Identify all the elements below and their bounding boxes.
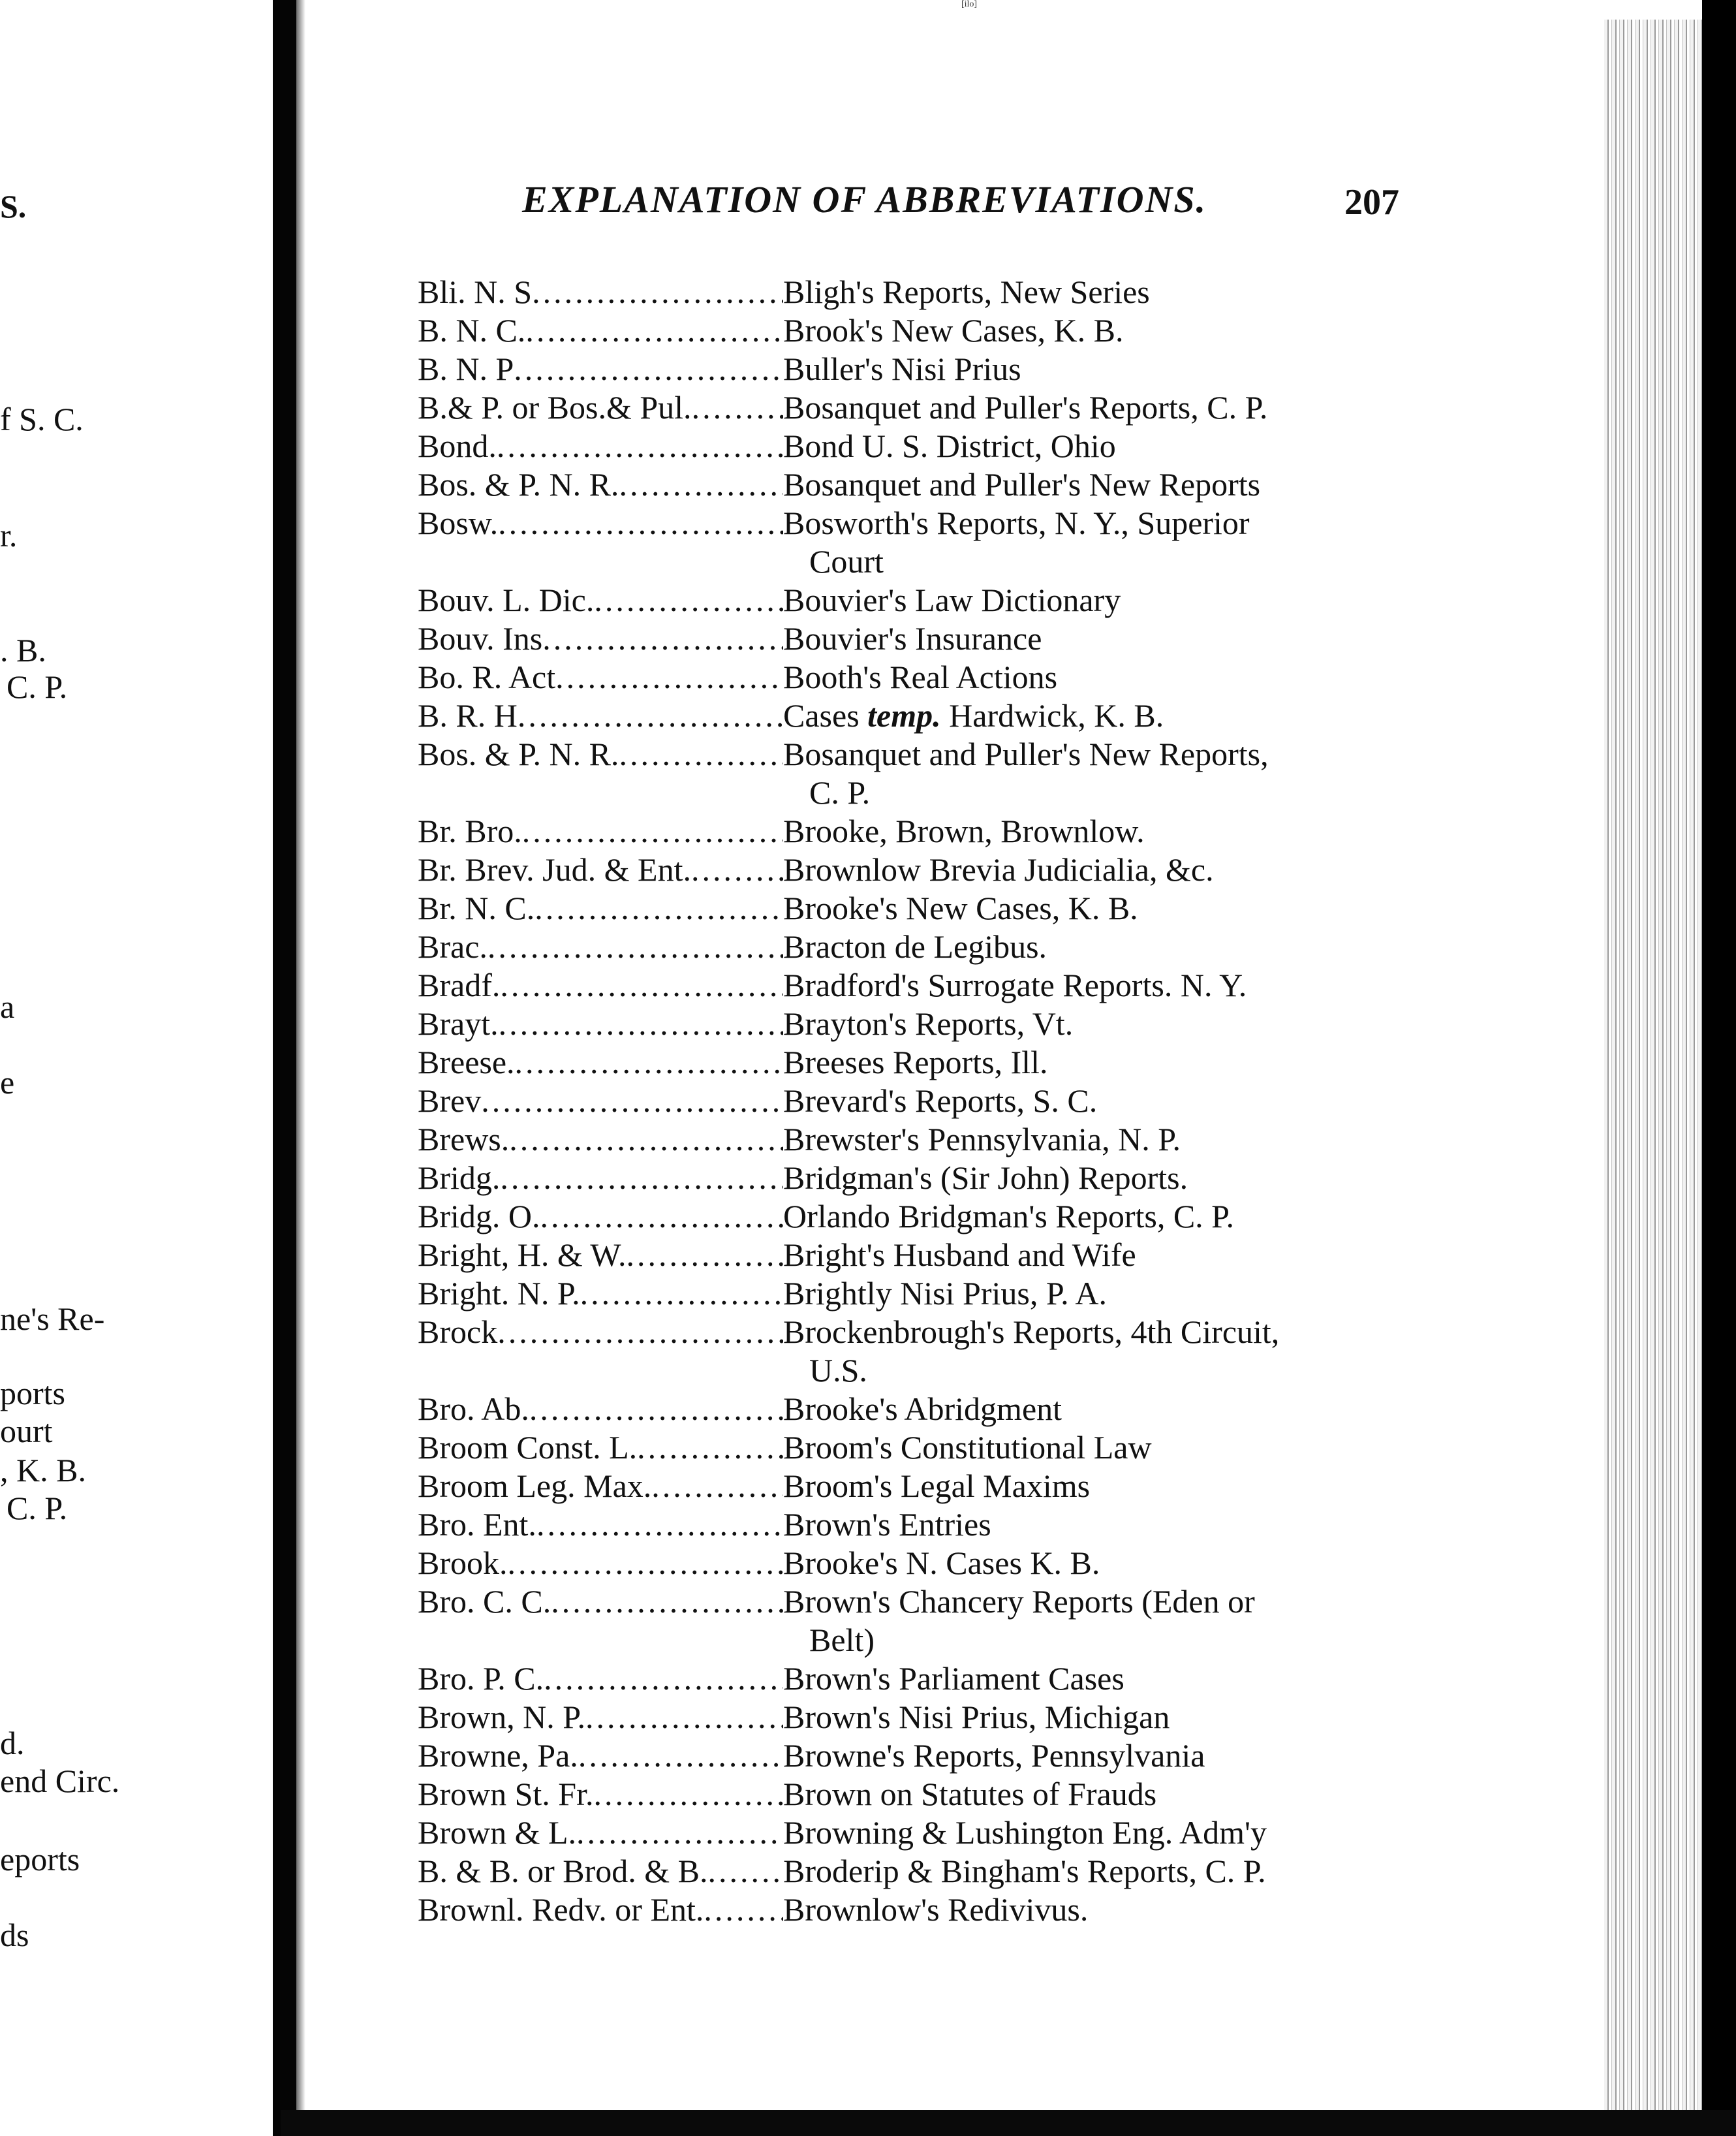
abbreviation-entry [418,504,1436,542]
dot-leader [488,928,783,966]
dot-leader [580,1274,783,1313]
abbreviation: Breese. [418,1044,515,1080]
abbreviation-entry [418,1197,1436,1236]
top-margin-mark: [ilo] [961,0,978,9]
abbreviation-entry [418,1814,1436,1852]
dot-leader [707,1852,783,1891]
abbreviation-meaning: Broom's Constitutional Law [783,1429,1152,1466]
meaning-text: Cases [783,697,868,734]
abbreviation-entry [418,1698,1436,1736]
abbreviation-entry [418,273,1436,311]
dot-leader [691,851,783,889]
abbreviation: Bos. & P. N. R. [418,736,619,772]
dot-leader [692,388,783,427]
facing-page-text: S. [0,188,27,225]
abbreviation-meaning: Bracton de Legibus. [783,928,1047,965]
abbreviation: Brac. [418,928,488,965]
abbreviation-meaning: Brownlow's Redivivus. [783,1891,1089,1928]
abbreviation-meaning: Brockenbrough's Reports, 4th Circuit, [783,1313,1280,1350]
meaning-italic: temp. [867,697,941,734]
dot-leader [508,1544,784,1582]
dot-leader [594,581,783,620]
abbreviation: Brown & L. [418,1814,577,1851]
abbreviation-meaning: Bosanquet and Puller's New Reports, [783,736,1269,772]
abbreviation-entry [418,889,1436,928]
abbreviation: Brayt. [418,1005,499,1042]
meaning-text: Hardwick, K. B. [940,697,1164,734]
dot-leader [525,311,783,350]
abbreviation-meaning: Brevard's Reports, S. C. [783,1082,1098,1119]
scan-border-right [1702,0,1736,2136]
abbreviation-meaning: Bright's Husband and Wife [783,1236,1136,1273]
dot-leader [704,1891,783,1929]
abbreviation: Bridg. [418,1159,501,1196]
dot-leader [542,620,783,658]
abbreviation-meaning: Bosanquet and Puller's New Reports [783,466,1261,503]
page-number: 207 [1344,182,1399,223]
dot-leader [585,1698,783,1736]
abbreviation: Bradf. [418,967,501,1003]
abbreviation-entry [418,620,1436,658]
facing-page-fragment [0,0,261,2136]
abbreviation-entry [418,1082,1436,1120]
dot-leader [576,1814,783,1852]
abbreviation: Bo. R. Act [418,659,556,695]
abbreviation-entry [418,1505,1436,1544]
abbreviation: Br. Bro. [418,813,522,849]
facing-page-text: ports [0,1375,65,1411]
facing-page-text: end Circ. [0,1763,120,1799]
abbreviation-meaning: Brooke's N. Cases K. B. [783,1545,1100,1581]
dot-leader [637,1428,783,1467]
abbreviation-meaning: Bosworth's Reports, N. Y., Superior [783,505,1250,541]
abbreviation-meaning: Orlando Bridgman's Reports, C. P. [783,1198,1234,1234]
abbreviation-entry [418,427,1436,465]
abbreviation: Brev [418,1082,482,1119]
abbreviation: Brews. [418,1121,510,1157]
dot-leader [535,889,783,928]
abbreviation-entry [418,311,1436,350]
abbreviation-entry [418,1467,1436,1505]
facing-page-text: f S. C. [0,401,84,437]
abbreviation-entry [418,1582,1436,1621]
abbreviation-entry [418,1236,1436,1274]
abbreviation: Broom Leg. Max. [418,1468,652,1504]
abbreviation: Bosw. [418,505,499,541]
dot-leader [499,1005,783,1043]
abbreviation: Brown, N. P. [418,1699,585,1735]
dot-leader [594,1775,783,1814]
abbreviation-entry [418,966,1436,1005]
abbreviation-entry [418,388,1436,427]
abbreviation-meaning: Brownlow Brevia Judicialia, &c. [783,851,1214,888]
abbreviation: B. N. C. [418,312,526,349]
abbreviation: Brownl. Redv. or Ent. [418,1891,704,1928]
abbreviation: Bright. N. P. [418,1275,580,1311]
abbreviation: Bridg. O. [418,1198,540,1234]
abbreviation-meaning: Bond U. S. District, Ohio [783,428,1116,464]
facing-page-text: d. [0,1725,25,1761]
dot-leader [544,1659,783,1698]
dot-leader [497,427,783,465]
dot-leader [536,1505,783,1544]
abbreviation-entry [418,851,1436,889]
abbreviation-meaning: Bouvier's Insurance [783,620,1042,657]
dot-leader [555,658,783,697]
abbreviation: Brook. [418,1545,508,1581]
abbreviation-entry [418,1428,1436,1467]
abbreviation: Bouv. Ins [418,620,543,657]
abbreviation-meaning: Brown's Entries [783,1506,991,1543]
abbreviation-entry [418,1043,1436,1082]
facing-page-text: ourt [0,1413,53,1449]
dot-leader [500,966,783,1005]
dot-leader [498,504,783,542]
dot-leader [522,812,783,851]
abbreviation-entry [418,1659,1436,1698]
book-spine-gutter [273,0,296,2136]
meaning-continuation: C. P. [809,774,871,811]
facing-page-text: C. P. [7,668,68,705]
meaning-continuation: U.S. [809,1352,867,1389]
page-edges [1604,20,1702,2115]
meaning-continuation: Belt) [809,1622,875,1658]
abbreviation: Bouv. L. Dic. [418,582,595,618]
abbreviation-entry [418,1852,1436,1891]
dot-leader [515,1043,783,1082]
meaning-continuation: Court [809,543,884,580]
dot-leader [619,465,783,504]
abbreviation-meaning: Brooke's New Cases, K. B. [783,890,1138,926]
abbreviation: Bro. Ent. [418,1506,536,1543]
abbreviation-entry [418,581,1436,620]
abbreviation-entry [418,928,1436,966]
abbreviation-meaning: Bligh's Reports, New Series [783,274,1150,310]
abbreviation: Bro. P. C. [418,1660,544,1697]
abbreviation-meaning: Brewster's Pennsylvania, N. P. [783,1121,1181,1157]
abbreviation-meaning: Brown on Statutes of Frauds [783,1776,1157,1812]
abbreviation-entry [418,1120,1436,1159]
abbreviation-meaning: Brook's New Cases, K. B. [783,312,1124,349]
dot-leader [578,1736,783,1775]
abbreviation-meaning: Brooke's Abridgment [783,1390,1062,1427]
abbreviation-meaning: Brayton's Reports, Vt. [783,1005,1074,1042]
running-head: EXPLANATION OF ABBREVIATIONS. [522,178,1207,221]
abbreviation-meaning: Broderip & Bingham's Reports, C. P. [783,1853,1266,1889]
facing-page-text: a [0,988,15,1025]
abbreviation-entry [418,1313,1436,1351]
abbreviation: B. & B. or Brod. & B. [418,1853,708,1889]
abbreviation-entry [418,735,1436,774]
gutter-shadow [296,0,305,2136]
abbreviation-meaning: Bridgman's (Sir John) Reports. [783,1159,1188,1196]
abbreviation: Bond. [418,428,497,464]
abbreviation-meaning: Browning & Lushington Eng. Adm'y [783,1814,1267,1851]
abbreviation-entry [418,812,1436,851]
dot-leader [529,1390,783,1428]
abbreviation-entry [418,1005,1436,1043]
abbreviation-meaning: Bouvier's Law Dictionary [783,582,1121,618]
dot-leader [619,735,783,774]
dot-leader [514,350,783,388]
abbreviation-meaning: Browne's Reports, Pennsylvania [783,1737,1205,1774]
abbreviation-meaning: Brown's Parliament Cases [783,1660,1124,1697]
dot-leader [518,697,783,735]
abbreviation-entry [418,1159,1436,1197]
facing-page-text: eports [0,1841,80,1877]
dot-leader [509,1120,783,1159]
abbreviation: Brown St. Fr. [418,1776,594,1812]
facing-page-text: e [0,1064,15,1101]
abbreviation: B. R. H [418,697,518,734]
abbreviation: B. N. P [418,351,514,387]
abbreviation-entry [418,658,1436,697]
abbreviation: Br. Brev. Jud. & Ent. [418,851,691,888]
abbreviation-meaning: Broom's Legal Maxims [783,1468,1091,1504]
abbreviation-meaning: Brooke, Brown, Brownlow. [783,813,1145,849]
abbreviation-entry [418,465,1436,504]
abbreviation: Bro. C. C. [418,1583,551,1620]
abbreviation: Bli. N. S [418,274,533,310]
facing-page-text: , K. B. [0,1452,86,1488]
facing-page-text: C. P. [7,1490,68,1526]
dot-leader [500,1159,783,1197]
scan-border-bottom [281,2110,1736,2136]
dot-leader [540,1197,784,1236]
dot-leader [651,1467,783,1505]
abbreviation-meaning: Bradford's Surrogate Reports. N. Y. [783,967,1247,1003]
dot-leader [481,1082,783,1120]
facing-page-text: . B. [0,632,46,668]
abbreviation-entry [418,350,1436,388]
facing-page-text: ne's Re- [0,1300,105,1337]
abbreviation-entry [418,1775,1436,1814]
abbreviation-meaning: Buller's Nisi Prius [783,351,1021,387]
facing-page-text: ds [0,1917,29,1953]
abbreviation-entry [418,1736,1436,1775]
abbreviation: Broom Const. L. [418,1429,638,1466]
dot-leader [626,1236,783,1274]
abbreviation-entry [418,1274,1436,1313]
abbreviation-meaning [783,697,1436,735]
abbreviation-entry [418,1390,1436,1428]
dot-leader [551,1582,783,1621]
abbreviation: B.& P. or Bos.& Pul. [418,389,692,426]
abbreviation-entry [418,1891,1436,1929]
abbreviation: Br. N. C. [418,890,535,926]
dot-leader [532,273,783,311]
abbreviation: Bro. Ab. [418,1390,529,1427]
abbreviation-meaning: Brown's Nisi Prius, Michigan [783,1699,1170,1735]
abbreviation: Bos. & P. N. R. [418,466,619,503]
abbreviation: Browne, Pa. [418,1737,578,1774]
facing-page-text: r. [0,517,18,554]
abbreviation-meaning: Bosanquet and Puller's Reports, C. P. [783,389,1268,426]
dot-leader [497,1313,783,1351]
abbreviation-meaning: Booth's Real Actions [783,659,1058,695]
abbreviation-meaning: Brightly Nisi Prius, P. A. [783,1275,1107,1311]
abbreviation-list [418,273,1436,1929]
abbreviation: Bright, H. & W. [418,1236,627,1273]
abbreviation-meaning: Breeses Reports, Ill. [783,1044,1048,1080]
abbreviation-meaning: Brown's Chancery Reports (Eden or [783,1583,1255,1620]
abbreviation: Brock [418,1313,498,1350]
abbreviation-entry [418,1544,1436,1582]
abbreviation-entry [418,697,1436,735]
